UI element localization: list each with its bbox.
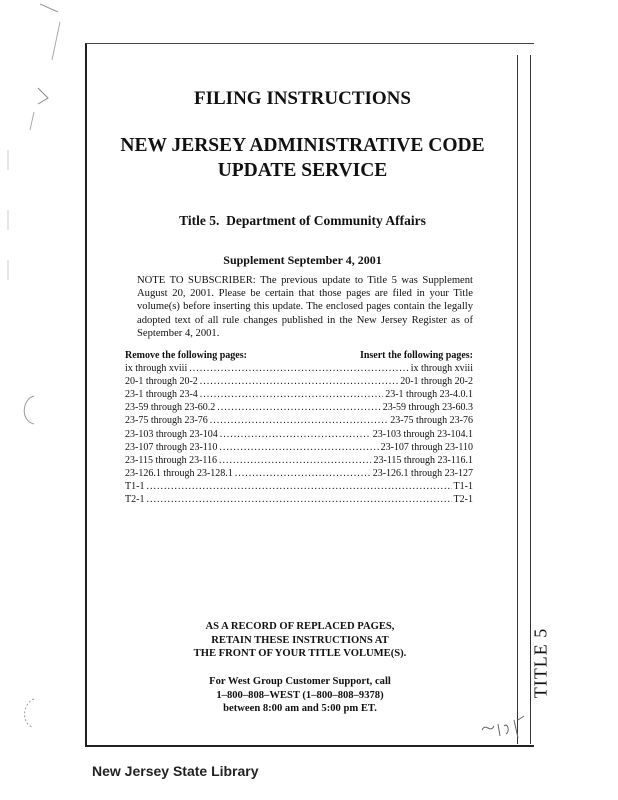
table-row — [125, 388, 473, 401]
library-stamp: New Jersey State Library — [92, 763, 259, 779]
remove-header: Remove the following pages: — [125, 350, 247, 361]
insert-pages-cell: 23-126.1 through 23-127 — [372, 467, 473, 479]
supplement-date: Supplement September 4, 2001 — [223, 253, 382, 267]
insert-pages-cell: 20-1 through 20-2 — [400, 376, 473, 388]
remove-pages-cell: 23-107 through 23-110 — [125, 441, 218, 453]
dot-leader — [235, 467, 371, 480]
insert-pages-cell: 23-107 through 23-110 — [380, 441, 473, 453]
code-title — [110, 133, 495, 183]
insert-pages-cell: T2-1 — [453, 494, 473, 506]
handwritten-mark — [478, 712, 528, 740]
remove-pages-cell: 23-59 through 23-60.2 — [125, 402, 216, 414]
insert-pages-cell: 23-59 through 23-60.3 — [382, 402, 473, 414]
code-title-line2: UPDATE SERVICE — [217, 160, 388, 181]
table-row — [125, 414, 473, 427]
dot-leader — [210, 414, 388, 427]
dot-leader — [189, 362, 409, 375]
remove-pages-cell: T2-1 — [125, 494, 145, 506]
support-line3: between 8:00 am and 5:00 pm ET. — [223, 703, 377, 714]
insert-pages-cell: 23-1 through 23-4.0.1 — [385, 389, 473, 401]
table-row — [125, 493, 473, 506]
remove-pages-cell: 20-1 through 20-2 — [125, 376, 198, 388]
table-row — [125, 375, 473, 388]
customer-support — [150, 675, 450, 716]
table-row — [125, 467, 473, 480]
support-line2: 1–800–808–WEST (1–800–808–9378) — [216, 689, 384, 701]
subscriber-notice — [125, 274, 473, 340]
code-title-line1: NEW JERSEY ADMINISTRATIVE CODE — [120, 135, 485, 156]
remove-pages-cell: 23-103 through 23-104 — [125, 428, 218, 440]
title-tab-label: TITLE 5 — [530, 627, 551, 699]
record-line3: THE FRONT OF YOUR TITLE VOLUME(S). — [193, 648, 407, 659]
insert-pages-cell: T1-1 — [453, 480, 473, 492]
remove-pages-cell: 23-126.1 through 23-128.1 — [125, 467, 233, 479]
record-line1: AS A RECORD OF REPLACED PAGES, — [205, 621, 395, 632]
dot-leader — [146, 480, 451, 493]
dot-leader — [217, 401, 380, 414]
record-notice — [150, 620, 450, 661]
remove-pages-cell: T1-1 — [125, 480, 145, 492]
insert-pages-cell: 23-115 through 23-116.1 — [373, 454, 473, 466]
table-row — [125, 441, 473, 454]
pages-table — [125, 349, 473, 506]
remove-pages-cell: 23-115 through 23-116 — [125, 454, 218, 466]
table-row — [125, 428, 473, 441]
table-row — [125, 401, 473, 414]
filing-instructions-heading: FILING INSTRUCTIONS — [194, 88, 411, 109]
insert-pages-cell: ix through xviii — [410, 363, 473, 375]
insert-header: Insert the following pages: — [359, 350, 473, 361]
support-line1: For West Group Customer Support, call — [209, 676, 391, 687]
dot-leader — [200, 375, 398, 388]
pages-table-header — [125, 349, 473, 362]
record-line2: RETAIN THESE INSTRUCTIONS AT — [211, 634, 389, 646]
table-row — [125, 480, 473, 493]
dot-leader — [219, 441, 378, 454]
dot-leader — [220, 428, 371, 441]
title-department: Title 5. Department of Community Affairs — [179, 213, 426, 228]
remove-pages-cell: 23-75 through 23-76 — [125, 415, 208, 427]
punch-hole-mark — [18, 696, 40, 730]
remove-pages-cell: 23-1 through 23-4 — [125, 389, 198, 401]
insert-pages-cell: 23-75 through 23-76 — [390, 415, 473, 427]
dot-leader — [219, 454, 371, 467]
punch-hole-mark — [18, 393, 40, 427]
dot-leader — [200, 388, 383, 401]
table-row — [125, 454, 473, 467]
remove-pages-cell: ix through xviii — [125, 363, 188, 375]
insert-pages-cell: 23-103 through 23-104.1 — [372, 428, 473, 440]
dot-leader — [146, 493, 451, 506]
table-row — [125, 362, 473, 375]
margin-scan-marks — [0, 0, 80, 800]
title-tab — [521, 628, 561, 698]
subscriber-notice-text: NOTE TO SUBSCRIBER: The previous update to Title 5 was Supplement August 20, 2001. Please be certain that those pages are filed in your Title volume(s) before inserting this update. The enclosed pages contain the legally adopted text of all rule changes published in the New Jersey Register as of September 4, 2001. — [137, 275, 473, 339]
pages-table-rows — [125, 362, 473, 506]
